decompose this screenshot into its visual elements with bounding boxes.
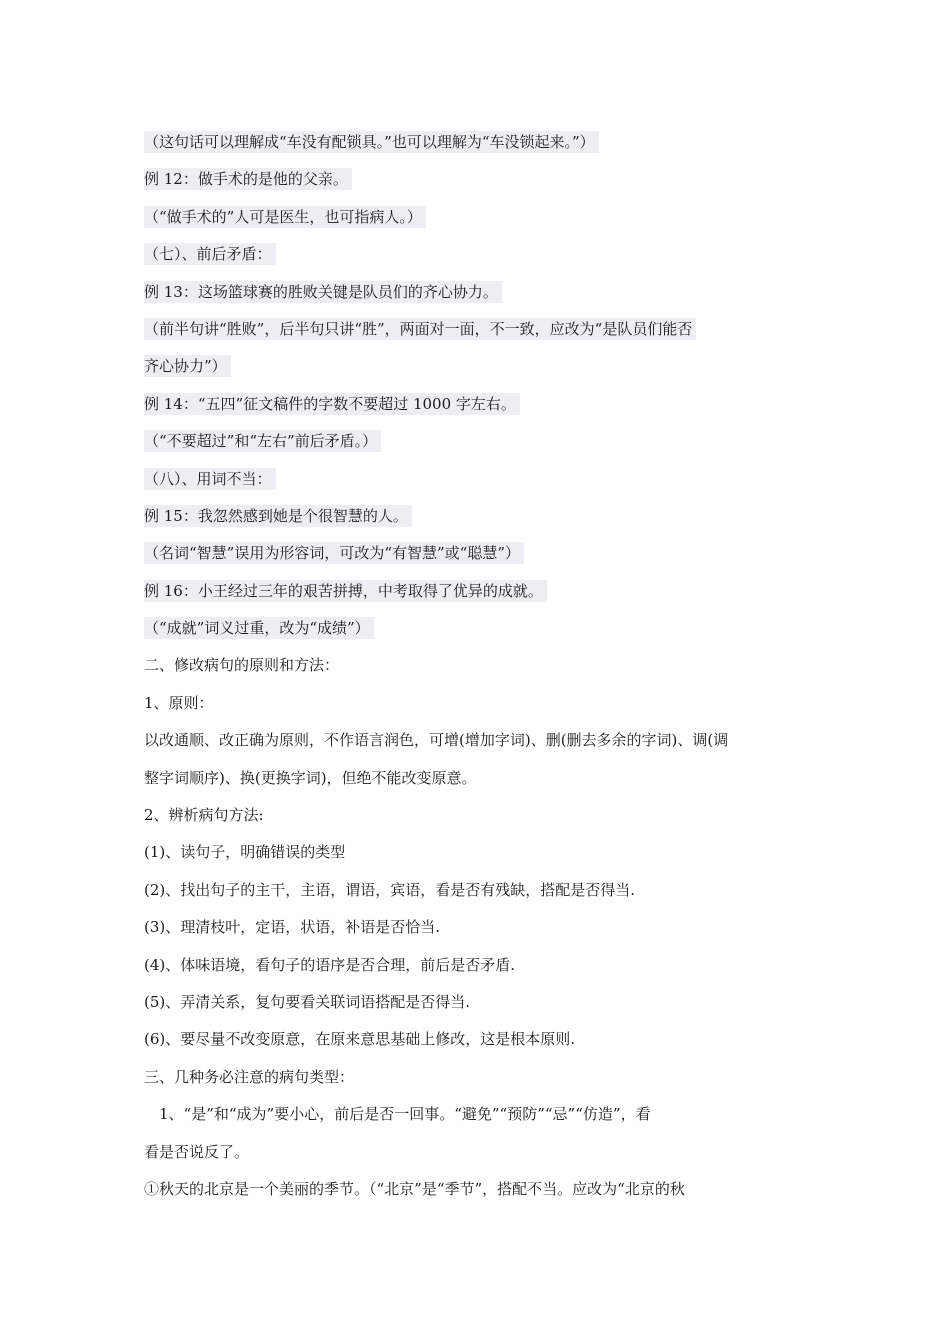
line-text: 二、修改病句的原则和方法： xyxy=(144,656,340,675)
line-text: 例 15：我忽然感到她是个很智慧的人。 xyxy=(144,505,412,527)
line-text: (5)、弄清关系，复句要看关联词语搭配是否得当. xyxy=(144,992,471,1011)
text-line xyxy=(144,199,812,236)
line-text: ①秋天的北京是一个美丽的季节。（“北京”是“季节”，搭配不当。应改为“北京的秋 xyxy=(144,1179,685,1198)
list-item xyxy=(144,909,812,946)
line-text: （“做手术的”人可是医生，也可指病人。） xyxy=(144,206,426,228)
line-text: 例 13：这场篮球赛的胜败关键是队员们的齐心协力。 xyxy=(144,281,502,303)
section-heading xyxy=(144,647,812,684)
line-text: （“成就”词义过重，改为“成绩”） xyxy=(144,617,374,639)
line-text: (4)、体味语境，看句子的语序是否合理，前后是否矛盾. xyxy=(144,955,516,974)
line-text: （名词“智慧”误用为形容词，可改为“有智慧”或“聪慧”） xyxy=(144,542,524,564)
section-heading xyxy=(144,1059,812,1096)
list-item xyxy=(144,947,812,984)
text-line xyxy=(144,535,812,572)
line-text: （前半句讲“胜败”，后半句只讲“胜”，两面对一面，不一致，应改为“是队员们能否 xyxy=(144,318,696,340)
line-text: (3)、理清枝叶，定语，状语，补语是否恰当. xyxy=(144,918,441,937)
list-item xyxy=(144,1021,812,1058)
text-line xyxy=(144,498,812,535)
text-line xyxy=(144,311,812,348)
line-text: (1)、读句子，明确错误的类型 xyxy=(144,843,346,862)
subsection-heading xyxy=(144,685,812,722)
line-text: 1、原则： xyxy=(144,693,214,712)
section-heading xyxy=(144,461,812,498)
document-body xyxy=(144,124,812,1208)
text-line xyxy=(144,161,812,198)
line-text: 整字词顺序)、换(更换字词)，但绝不能改变原意。 xyxy=(144,768,477,787)
line-text: 例 14：“五四”征文稿件的字数不要超过 1000 字左右。 xyxy=(144,393,520,415)
text-line xyxy=(144,423,812,460)
line-text: 以改通顺、改正确为原则，不作语言润色，可增(增加字词)、删(删去多余的字词)、调(调 xyxy=(144,731,729,750)
text-line xyxy=(144,760,812,797)
line-text: (2)、找出句子的主干，主语，谓语，宾语，看是否有残缺，搭配是否得当. xyxy=(144,880,636,899)
line-text: （七）、前后矛盾： xyxy=(144,243,276,265)
line-text: 三、几种务必注意的病句类型： xyxy=(144,1067,355,1086)
text-line xyxy=(144,124,812,161)
text-line xyxy=(144,386,812,423)
text-line xyxy=(144,274,812,311)
section-heading xyxy=(144,236,812,273)
list-item xyxy=(144,984,812,1021)
subsection-heading xyxy=(144,797,812,834)
line-text: (6)、要尽量不改变原意，在原来意思基础上修改，这是根本原则. xyxy=(144,1030,576,1049)
line-text: 看是否说反了。 xyxy=(144,1142,250,1161)
text-line xyxy=(144,1171,812,1208)
line-text: 1、“是”和“成为”要小心，前后是否一回事。“避免”“预防”“忌”“仿造”，看 xyxy=(144,1105,651,1124)
line-text: （“不要超过”和“左右”前后矛盾。） xyxy=(144,430,381,452)
text-line xyxy=(144,348,812,385)
text-line xyxy=(144,573,812,610)
line-text: 齐心协力”） xyxy=(144,355,231,377)
text-line xyxy=(144,722,812,759)
line-text: （八）、用词不当： xyxy=(144,468,276,490)
list-item xyxy=(144,834,812,871)
text-line xyxy=(144,610,812,647)
line-text: （这句话可以理解成“车没有配锁具。”也可以理解为“车没锁起来。”） xyxy=(144,131,599,153)
list-item xyxy=(144,872,812,909)
line-text: 例 16：小王经过三年的艰苦拼搏，中考取得了优异的成就。 xyxy=(144,580,547,602)
text-line xyxy=(144,1096,812,1133)
line-text: 2、辨析病句方法: xyxy=(144,806,264,825)
text-line xyxy=(144,1134,812,1171)
line-text: 例 12：做手术的是他的父亲。 xyxy=(144,168,352,190)
